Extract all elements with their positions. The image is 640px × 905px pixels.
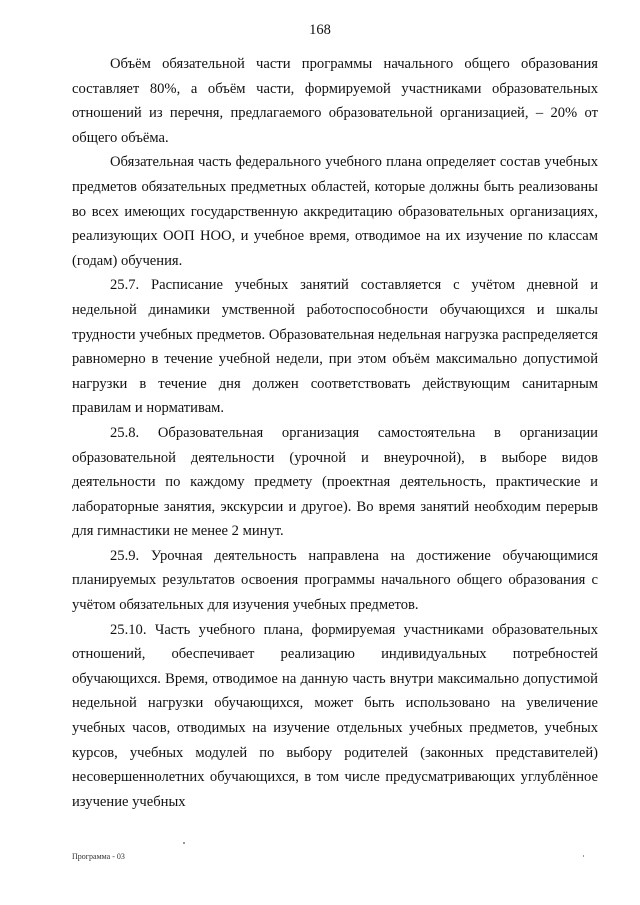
paragraph-6: 25.10. Часть учебного плана, формируемая участниками образовательных отношений, обеспечивает реализацию индивидуальных потребностей обучающихся. Время, отводимое на данную часть внутри максимально допустимой недельной нагрузки обучающихся, может быть использовано на увеличение учебных часов, отводимых на изучение отдельных учебных предметов, учебных курсов, учебных модулей по выбору родителей (законных представителей) несовершеннолетних обучающихся, в том числе предусматривающих углублённое изучение учебных	[72, 621, 598, 810]
page-number: 168	[309, 22, 331, 38]
scan-speck	[183, 842, 185, 844]
paragraph-4: 25.8. Образовательная организация самостоятельна в организации образовательной деятельности (урочной и внеурочной), в выборе видов деятельности по каждому предмету (проектная деятельность, практические и лабораторные занятия, экскурсии и другое). Во время занятий необходим перерыв для гимнастики не менее 2 минут.	[72, 424, 598, 540]
paragraph-1: Объём обязательной части программы начального общего образования составляет 80%, а объём части, формируемой участниками образовательных отношений из перечня, предлагаемого образовательной организацией, – 20% от общего объёма.	[72, 56, 598, 146]
paragraph-5: 25.9. Урочная деятельность направлена на достижение обучающимися планируемых результатов освоения программы начального общего образования с учётом обязательных для изучения учебных предметов.	[72, 547, 598, 614]
scan-speck	[583, 855, 584, 857]
paragraph-2: Обязательная часть федерального учебного плана определяет состав учебных предметов обязательных предметных областей, которые должны быть реализованы во всех имеющих государственную аккредитацию образовательных организациях, реализующих ООП НОО, и учебное время, отводимое на их изучение по классам (годам) обучения.	[72, 154, 598, 269]
body-text	[72, 52, 598, 814]
paragraph-3: 25.7. Расписание учебных занятий составляется с учётом дневной и недельной динамики умственной работоспособности обучающихся и шкалы трудности учебных предметов. Образовательная недельная нагрузка распределяется равномерно в течение учебной недели, при этом объём максимально допустимой нагрузки в течение дня должен соответствовать действующим санитарным правилам и нормативам.	[72, 277, 598, 417]
footer-label: Программа - 03	[72, 852, 125, 861]
